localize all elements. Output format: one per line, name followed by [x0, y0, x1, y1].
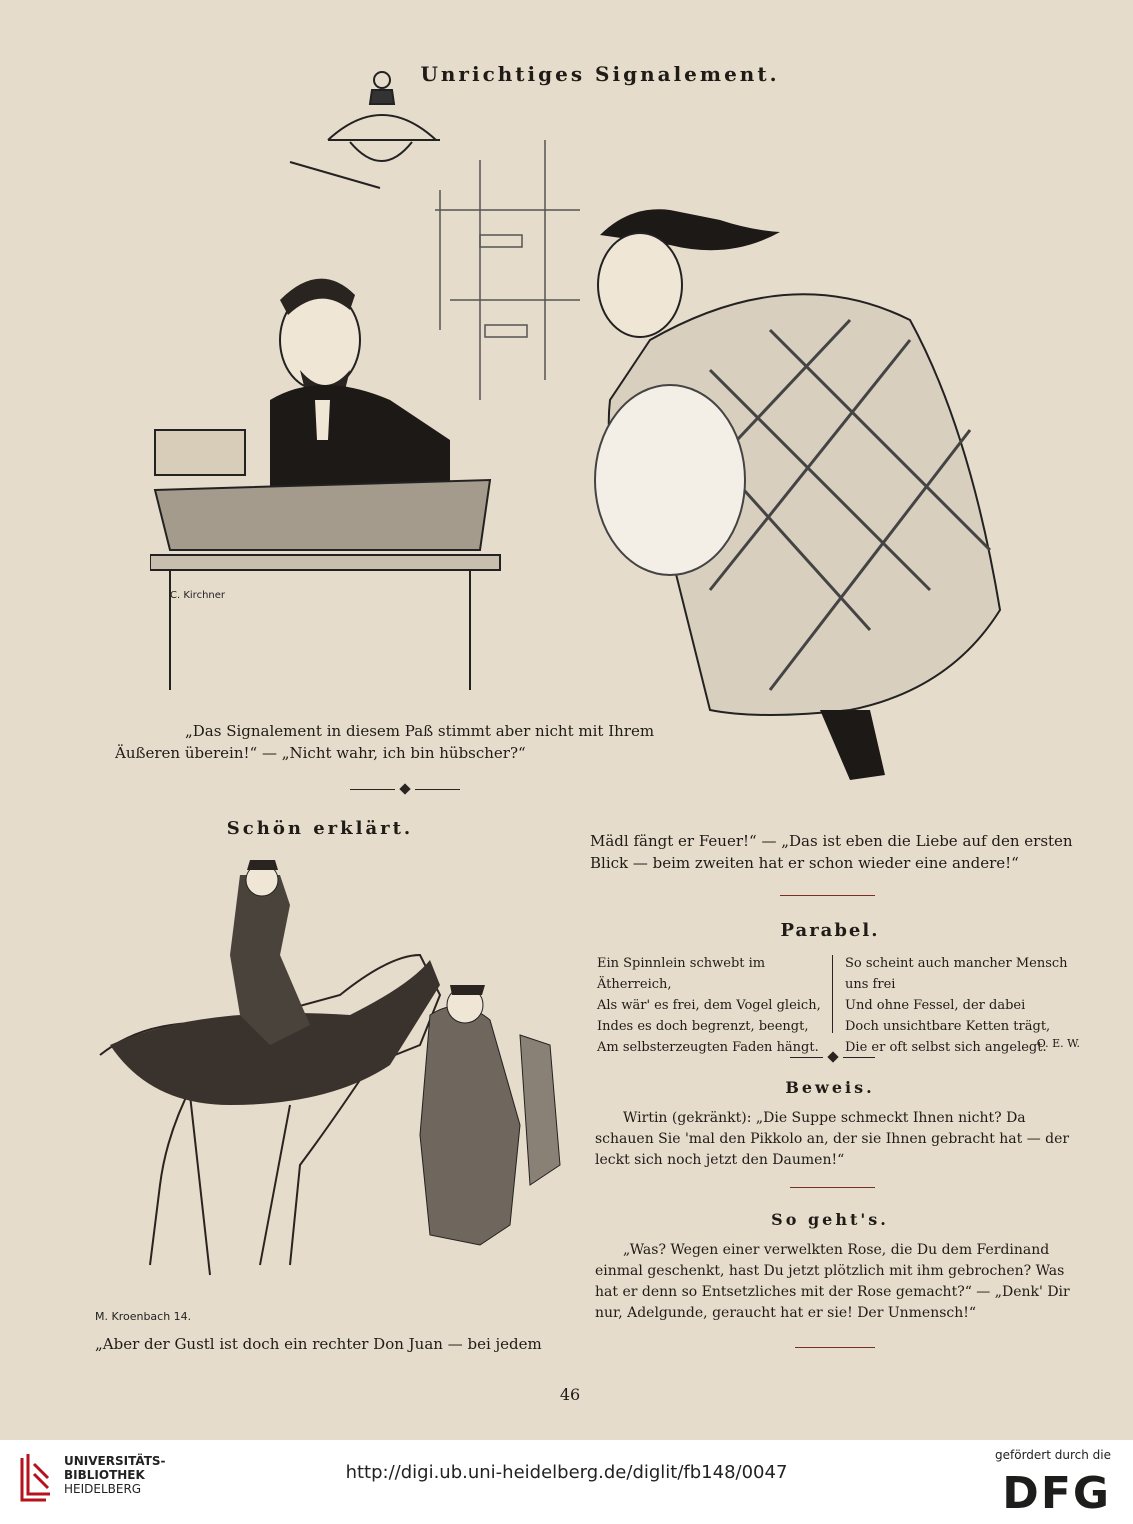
poem-line: So scheint auch mancher Mensch uns frei: [845, 956, 1068, 992]
beweis-text: Wirtin (gekränkt): „Die Suppe schmeckt Ihnen nicht? Da schauen Sie 'mal den Pikkolo an, der sie Ihnen gebracht hat — der leckt sich noch jetzt den Daumen!“: [595, 1110, 1070, 1168]
title-beweis: Beweis.: [785, 1078, 875, 1097]
illustration-horse-rider: [90, 845, 570, 1345]
caption-continued-right: Mädl fängt er Feuer!“ — „Das ist eben die Liebe auf den ersten Blick — beim zweiten hat er schon wieder eine andere!“: [590, 832, 1073, 872]
dfg-logo: DFG: [1002, 1468, 1111, 1519]
footer-bar: [0, 1440, 1133, 1524]
poem-column-rule: [832, 955, 833, 1033]
library-name-line: HEIDELBERG: [64, 1482, 142, 1496]
illustration-signature-top: C. Kirchner: [170, 590, 226, 601]
page-number: 46: [559, 1385, 581, 1404]
document-url-link[interactable]: http://digi.ub.uni-heidelberg.de/diglit/fb148/0047: [345, 1462, 788, 1483]
poem-line: Ein Spinnlein schwebt im Ätherreich,: [597, 956, 766, 992]
title-unrichtiges-signalement: Unrichtiges Signalement.: [420, 62, 780, 86]
poem-line: Und ohne Fessel, der dabei: [845, 998, 1026, 1013]
title-schoen-erklaert: Schön erklärt.: [226, 818, 414, 839]
illustration-signature-left: M. Kroenbach 14.: [95, 1310, 192, 1323]
funding-note: gefördert durch die: [995, 1448, 1111, 1462]
illustration-passport-office: [150, 70, 1010, 800]
poem-line: Die er oft selbst sich angelegt.: [845, 1040, 1047, 1055]
title-so-gehts: So geht's.: [771, 1210, 889, 1229]
ornament-divider: [790, 1053, 875, 1061]
divider: [780, 895, 875, 896]
parabel-author: O. E. W.: [1036, 1037, 1080, 1050]
library-name-line: BIBLIOTHEK: [64, 1468, 145, 1482]
so-gehts-text: „Was? Wegen einer verwelkten Rose, die Du dem Ferdinand einmal geschenkt, hast Du jetzt plötzlich mit ihm gebrochen? Was hat er denn so Entsetzliches mit der Rose gemacht?“ — „Denk' Dir nur, Adelgunde, geraucht hat er sie! Der Unmensch!“: [595, 1242, 1070, 1321]
title-parabel: Parabel.: [780, 920, 880, 941]
poem-line: Als wär' es frei, dem Vogel gleich,: [597, 998, 821, 1013]
divider: [790, 1187, 875, 1188]
caption-top: „Das Signalement in diesem Paß stimmt aber nicht mit Ihrem Äußeren überein!“ — „Nicht wahr, ich bin hübscher?“: [115, 722, 655, 762]
divider: [795, 1347, 875, 1348]
ornament-divider: [350, 785, 460, 793]
poem-line: Am selbsterzeugten Faden hängt.: [597, 1040, 819, 1055]
poem-line: Doch unsichtbare Ketten trägt,: [845, 1019, 1051, 1034]
parabel-col1: [597, 953, 827, 1058]
poem-line: Indes es doch begrenzt, beengt,: [597, 1019, 809, 1034]
caption-left: „Aber der Gustl ist doch ein rechter Don Juan — bei jedem: [95, 1335, 542, 1353]
library-name-line: UNIVERSITÄTS-: [64, 1454, 166, 1468]
